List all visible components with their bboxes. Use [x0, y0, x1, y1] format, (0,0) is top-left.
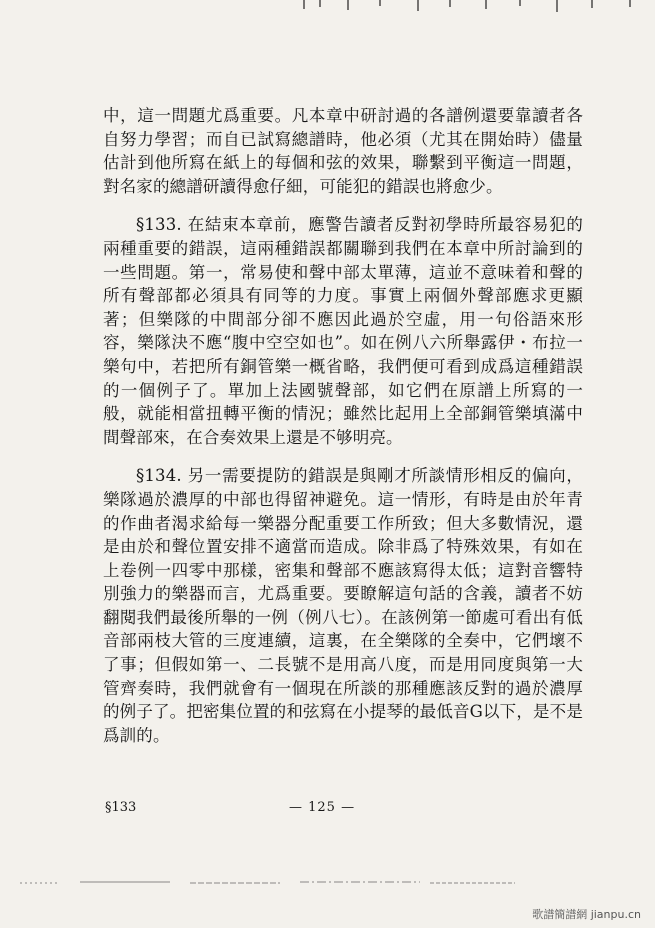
footer-section-ref: §133 — [105, 800, 137, 815]
scan-edge-marks — [300, 0, 655, 14]
scan-noise-line — [20, 878, 520, 888]
paragraph-continuation: 中，這一問題尤爲重要。凡本章中研討過的各譜例還要靠讀者各自努力學習；而自已試寫總譜時，他必須（尤其在開始時）儘量估計到他所寫在紙上的每個和弦的效果，聯繫到平衡這一問題，對名家的總譜研讀得愈仔細，可能犯的錯誤也將愈少。 — [103, 106, 583, 196]
page-footer — [103, 800, 583, 822]
page-number: — 125 — — [289, 800, 356, 815]
site-watermark: 歌譜簡譜網 jianpu.cn — [532, 908, 641, 921]
paragraph-section-133: §133. 在結束本章前，應警告讀者反對初學時所最容易犯的兩種重要的錯誤，這兩種錯誤都關聯到我們在本章中所討論到的一些問題。第一，常易使和聲中部太單薄，這並不意味着和聲的所有聲部都必須具有同等的力度。事實上兩個外聲部應求更顯著；但樂隊的中間部分卻不應因此過於空虛，用一句俗語來形容，樂隊決不應“腹中空空如也”。如在例八六所舉露伊・布拉一樂句中，若把所有銅管樂一概省略，我們便可看到成爲這種錯誤的一個例子了。單加上法國號聲部，如它們在原譜上所寫的一般，就能相當扭轉平衡的情況；雖然比起用上全部銅管樂填滿中間聲部來，在合奏效果上還是不够明亮。 — [103, 215, 583, 447]
body-text — [103, 104, 583, 747]
paragraph-section-134: §134. 另一需要提防的錯誤是與剛才所談情形相反的偏向，樂隊過於濃厚的中部也得留神避免。這一情形，有時是由於年青的作曲者渴求給每一樂器分配重要工作所致；但大多數情況，還是由於和聲位置安排不適當而造成。除非爲了特殊效果，有如在上卷例一四零中那樣，密集和聲部不應該寫得太低；這對音響特別強力的樂器而言，尤爲重要。要瞭解這句話的含義，讀者不妨翻閱我們最後所舉的一例（例八七）。在該例第一節處可看出有低音部兩枝大管的三度連續，這裏，在全樂隊的全奏中，它們壞不了事；但假如第一、二長號不是用高八度，而是用同度與第一大管齊奏時，我們就會有一個現在所談的那種應該反對的過於濃厚的例子了。把密集位置的和弦寫在小提琴的最低音G以下，是不是爲訓的。 — [103, 466, 583, 745]
